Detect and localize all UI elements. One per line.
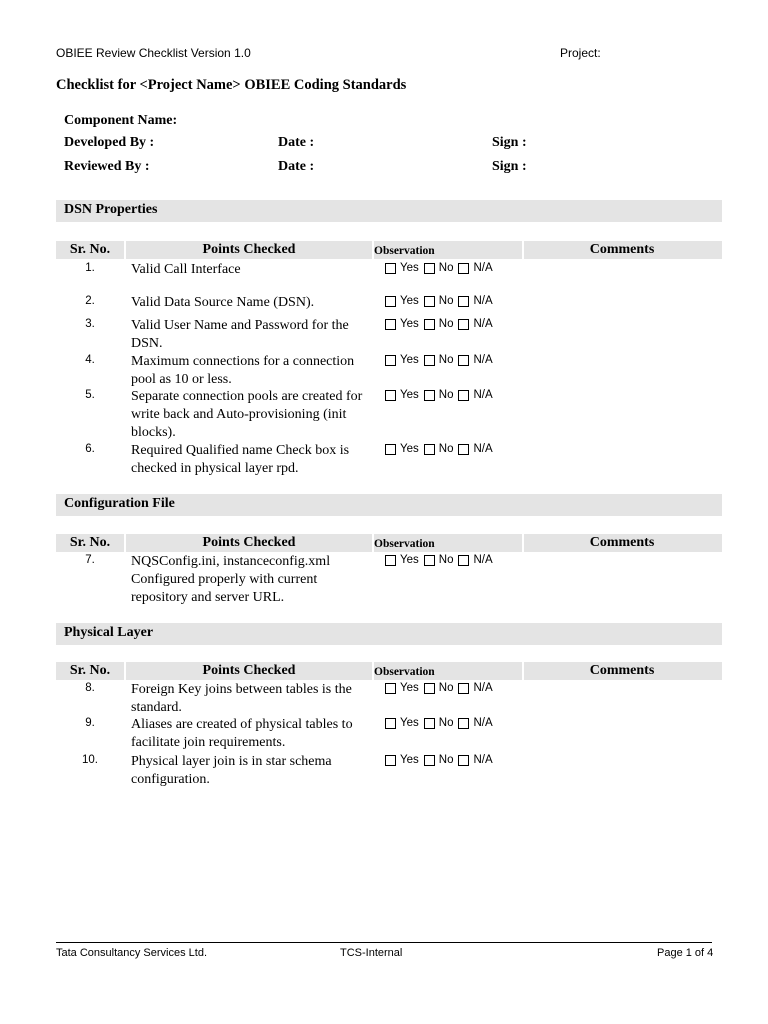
na-label: N/A [473, 389, 493, 401]
col-comments: Comments [589, 535, 655, 550]
no-checkbox[interactable] [424, 444, 435, 455]
section-header-physical-layer [56, 623, 722, 645]
point-text: Valid Data Source Name (DSN). [131, 295, 315, 310]
row-number: 1. [85, 262, 95, 274]
row-number: 4. [85, 354, 95, 366]
yes-checkbox[interactable] [385, 263, 396, 274]
observation-options [385, 717, 498, 729]
row-number: 3. [85, 318, 95, 330]
na-checkbox[interactable] [458, 355, 469, 366]
no-label: No [438, 295, 454, 307]
yes-label: Yes [400, 389, 419, 401]
col-observation: Observation [374, 245, 435, 257]
yes-label: Yes [400, 554, 419, 566]
observation-options [385, 354, 498, 366]
no-checkbox[interactable] [424, 263, 435, 274]
na-label: N/A [473, 682, 493, 694]
point-text: Required Qualified name Check box is checked in physical layer rpd. [131, 443, 350, 476]
section-title: Configuration File [64, 496, 175, 511]
no-label: No [438, 443, 454, 455]
yes-label: Yes [400, 295, 419, 307]
column-divider [522, 241, 524, 259]
no-checkbox[interactable] [424, 390, 435, 401]
no-checkbox[interactable] [424, 355, 435, 366]
yes-checkbox[interactable] [385, 444, 396, 455]
column-divider [124, 662, 126, 680]
no-checkbox[interactable] [424, 319, 435, 330]
observation-options [385, 682, 498, 694]
yes-checkbox[interactable] [385, 319, 396, 330]
col-comments: Comments [589, 242, 655, 257]
na-label: N/A [473, 295, 493, 307]
na-label: N/A [473, 443, 493, 455]
table-header [56, 662, 722, 680]
no-label: No [438, 389, 454, 401]
row-number: 10. [82, 754, 98, 766]
row-number: 6. [85, 443, 95, 455]
section-title: DSN Properties [64, 202, 158, 217]
observation-options [385, 554, 498, 566]
column-divider [124, 241, 126, 259]
col-observation: Observation [374, 666, 435, 678]
na-label: N/A [473, 754, 493, 766]
no-label: No [438, 682, 454, 694]
col-sr-no: Sr. No. [69, 663, 111, 678]
yes-label: Yes [400, 754, 419, 766]
col-sr-no: Sr. No. [69, 242, 111, 257]
yes-checkbox[interactable] [385, 355, 396, 366]
yes-label: Yes [400, 717, 419, 729]
yes-checkbox[interactable] [385, 296, 396, 307]
na-checkbox[interactable] [458, 319, 469, 330]
row-number: 2. [85, 295, 95, 307]
col-comments: Comments [589, 663, 655, 678]
row-number: 7. [85, 554, 95, 566]
no-checkbox[interactable] [424, 555, 435, 566]
na-label: N/A [473, 318, 493, 330]
point-text: Aliases are created of physical tables to facilitate join requirements. [131, 717, 353, 750]
col-points-checked: Points Checked [202, 663, 296, 678]
section-header-configuration-file [56, 494, 722, 516]
table-header [56, 534, 722, 552]
point-text: NQSConfig.ini, instanceconfig.xml Configured properly with current repository and server URL. [131, 554, 331, 605]
na-label: N/A [473, 354, 493, 366]
reviewed-by-label: Reviewed By : [64, 159, 150, 174]
no-checkbox[interactable] [424, 683, 435, 694]
section-header-dsn-properties [56, 200, 722, 222]
column-divider [372, 241, 374, 259]
yes-label: Yes [400, 443, 419, 455]
no-label: No [438, 717, 454, 729]
na-label: N/A [473, 554, 493, 566]
col-sr-no: Sr. No. [69, 535, 111, 550]
footer-company: Tata Consultancy Services Ltd. [56, 947, 208, 959]
yes-checkbox[interactable] [385, 718, 396, 729]
column-divider [124, 534, 126, 552]
section-title: Physical Layer [64, 625, 154, 640]
point-text: Valid User Name and Password for the DSN. [131, 318, 349, 351]
na-checkbox[interactable] [458, 755, 469, 766]
column-divider [522, 534, 524, 552]
row-number: 8. [85, 682, 95, 694]
na-label: N/A [473, 262, 493, 274]
component-name-label: Component Name: [64, 113, 178, 128]
no-checkbox[interactable] [424, 718, 435, 729]
observation-options [385, 443, 498, 455]
column-divider [522, 662, 524, 680]
na-checkbox[interactable] [458, 263, 469, 274]
footer-classification: TCS-Internal [340, 947, 403, 959]
na-checkbox[interactable] [458, 683, 469, 694]
developed-sign-label: Sign : [492, 135, 527, 150]
yes-checkbox[interactable] [385, 555, 396, 566]
observation-options [385, 389, 498, 401]
yes-label: Yes [400, 262, 419, 274]
point-text: Foreign Key joins between tables is the standard. [131, 682, 352, 715]
na-checkbox[interactable] [458, 296, 469, 307]
column-divider [372, 662, 374, 680]
observation-options [385, 318, 498, 330]
no-label: No [438, 354, 454, 366]
yes-checkbox[interactable] [385, 755, 396, 766]
table-header [56, 241, 722, 259]
no-checkbox[interactable] [424, 296, 435, 307]
observation-options [385, 754, 498, 766]
column-divider [372, 534, 374, 552]
observation-options [385, 262, 498, 274]
developed-by-label: Developed By : [64, 135, 155, 150]
na-checkbox[interactable] [458, 555, 469, 566]
point-text: Valid Call Interface [131, 262, 241, 277]
observation-options [385, 295, 498, 307]
no-label: No [438, 318, 454, 330]
yes-label: Yes [400, 682, 419, 694]
yes-label: Yes [400, 318, 419, 330]
na-label: N/A [473, 717, 493, 729]
no-label: No [438, 754, 454, 766]
yes-checkbox[interactable] [385, 390, 396, 401]
developed-date-label: Date : [278, 135, 315, 150]
yes-checkbox[interactable] [385, 683, 396, 694]
no-checkbox[interactable] [424, 755, 435, 766]
footer-divider [56, 942, 712, 943]
point-text: Maximum connections for a connection pool as 10 or less. [131, 354, 355, 387]
col-points-checked: Points Checked [202, 242, 296, 257]
reviewed-date-label: Date : [278, 159, 315, 174]
point-text: Separate connection pools are created for write back and Auto-provisioning (init blocks). [131, 389, 363, 440]
no-label: No [438, 554, 454, 566]
yes-label: Yes [400, 354, 419, 366]
point-text: Physical layer join is in star schema configuration. [131, 754, 332, 787]
footer-page-number: Page 1 of 4 [657, 947, 714, 959]
na-checkbox[interactable] [458, 718, 469, 729]
na-checkbox[interactable] [458, 444, 469, 455]
row-number: 5. [85, 389, 95, 401]
row-number: 9. [85, 717, 95, 729]
project-label: Project: [560, 46, 601, 60]
reviewed-sign-label: Sign : [492, 159, 527, 174]
col-observation: Observation [374, 538, 435, 550]
na-checkbox[interactable] [458, 390, 469, 401]
no-label: No [438, 262, 454, 274]
col-points-checked: Points Checked [202, 535, 296, 550]
document-title: Checklist for <Project Name> OBIEE Coding Standards [56, 77, 407, 93]
doc-version-header: OBIEE Review Checklist Version 1.0 [56, 46, 251, 60]
